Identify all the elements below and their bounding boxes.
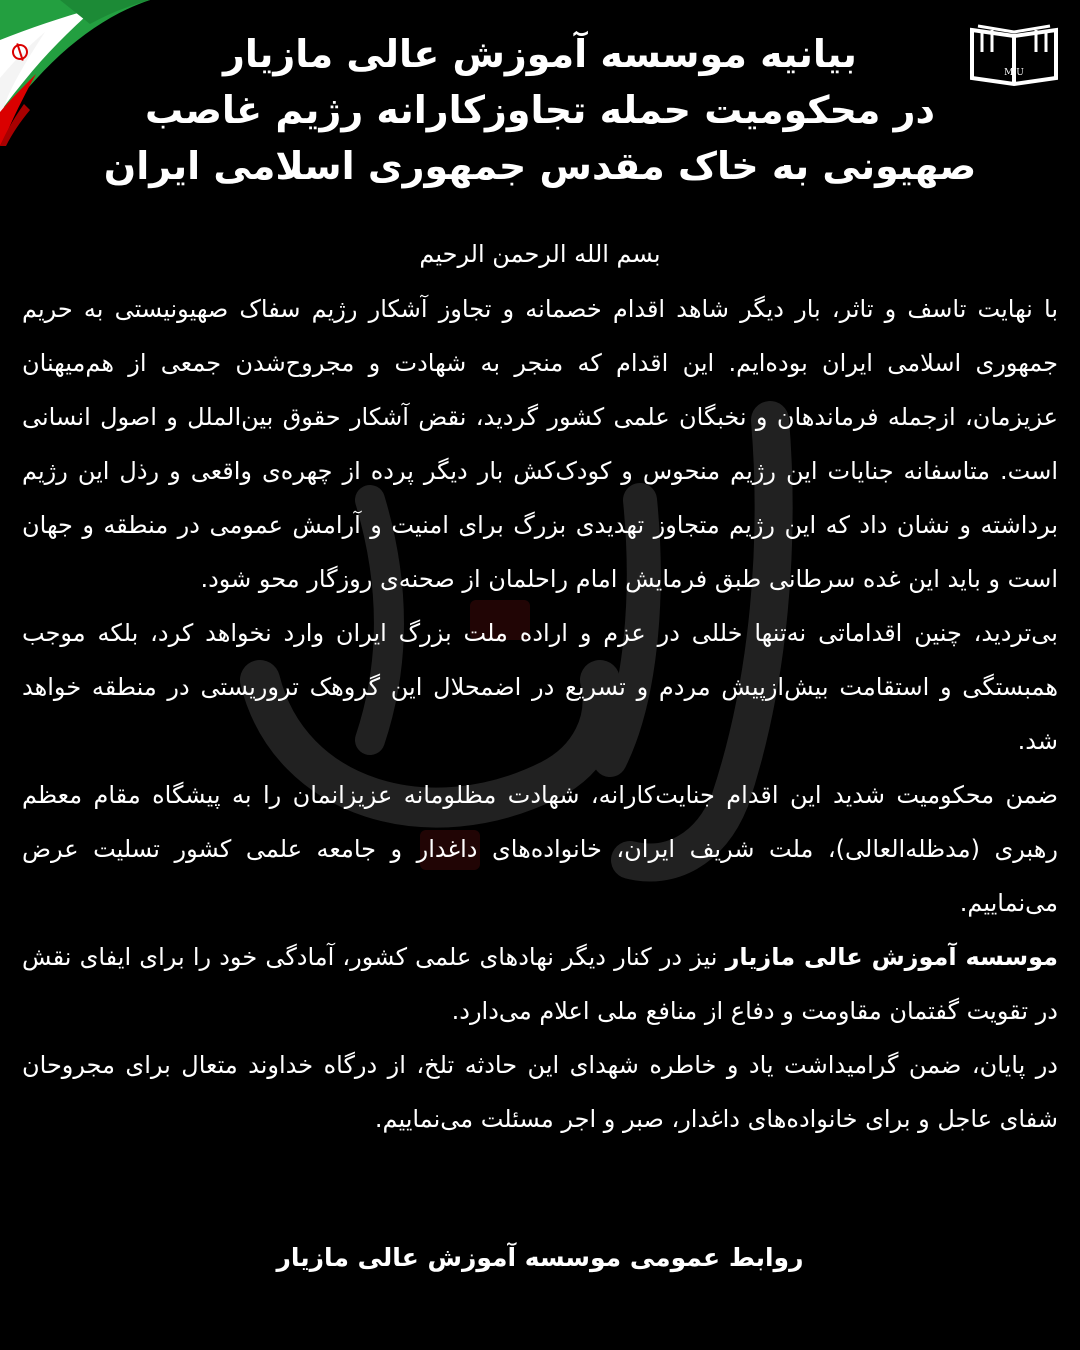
institute-name: موسسه آموزش عالی مازیار [725, 943, 1058, 971]
paragraph-3: ضمن محکومیت شدید این اقدام جنایت‌کارانه، شهادت مظلومانه عزیزانمان را به پیشگاه مقام معظم رهبری (مدظله‌العالی)، ملت شریف ایران، خانواده‌های داغدار و جامعه علمی کشور تسلیت عرض می‌نماییم. [22, 781, 1058, 917]
title-line-3: صهیونی به خاک مقدس جمهوری اسلامی ایران [103, 144, 977, 188]
paragraph-4-rest: نیز در کنار دیگر نهادهای علمی کشور، آمادگی خود را برای ایفای نقش در تقویت گفتمان مقاومت و دفاع از منافع ملی اعلام می‌دارد. [22, 943, 1058, 1025]
statement-title [60, 26, 1020, 194]
paragraph-4 [22, 930, 1058, 1038]
paragraph-2: بی‌تردید، چنین اقداماتی نه‌تنها خللی در عزم و اراده ملت بزرگ ایران وارد نخواهد کرد، بلکه موجب همبستگی و استقامت بیش‌ازپیش مردم و تسریع در اضمحلال این گروهک تروریستی در منطقه خواهد شد. [22, 619, 1058, 755]
statement-body [22, 282, 1058, 1146]
title-line-1: بیانیه موسسه آموزش عالی مازیار [223, 32, 857, 76]
paragraph-1: با نهایت تاسف و تاثر، بار دیگر شاهد اقدام خصمانه و تجاوز آشکار رژیم سفاک صهیونیستی به حریم جمهوری اسلامی ایران بوده‌ایم. این اقدام که منجر به شهادت و مجروح‌شدن جمعی از هم‌میهنان عزیزمان، ازجمله فرماندهان و نخبگان علمی کشور گردید، نقض آشکار حقوق بین‌الملل و اصول انسانی است. متاسفانه جنایات این رژیم منحوس و کودک‌کش بار دیگر پرده از چهره‌ی واقعی و رذل این رژیم برداشته و نشان داد که این رژیم متجاوز تهدیدی بزرگ برای امنیت و آرامش عمومی در منطقه و جهان است و باید این غده سرطانی طبق فرمایش امام راحلمان از صحنه‌ی روزگار محو شود. [22, 295, 1058, 593]
logo-caption: M.U [1004, 68, 1024, 78]
bismillah: بسم الله الرحمن الرحیم [419, 240, 661, 268]
title-line-2: در محکومیت حمله تجاوزکارانه رژیم غاصب [144, 88, 936, 132]
paragraph-5: در پایان، ضمن گرامیداشت یاد و خاطره شهدای این حادثه تلخ، از درگاه خداوند متعال برای مجروحان شفای عاجل و برای خانواده‌های داغدار، صبر و اجر مسئلت می‌نماییم. [22, 1051, 1058, 1133]
signature: روابط عمومی موسسه آموزش عالی مازیار [276, 1243, 804, 1272]
